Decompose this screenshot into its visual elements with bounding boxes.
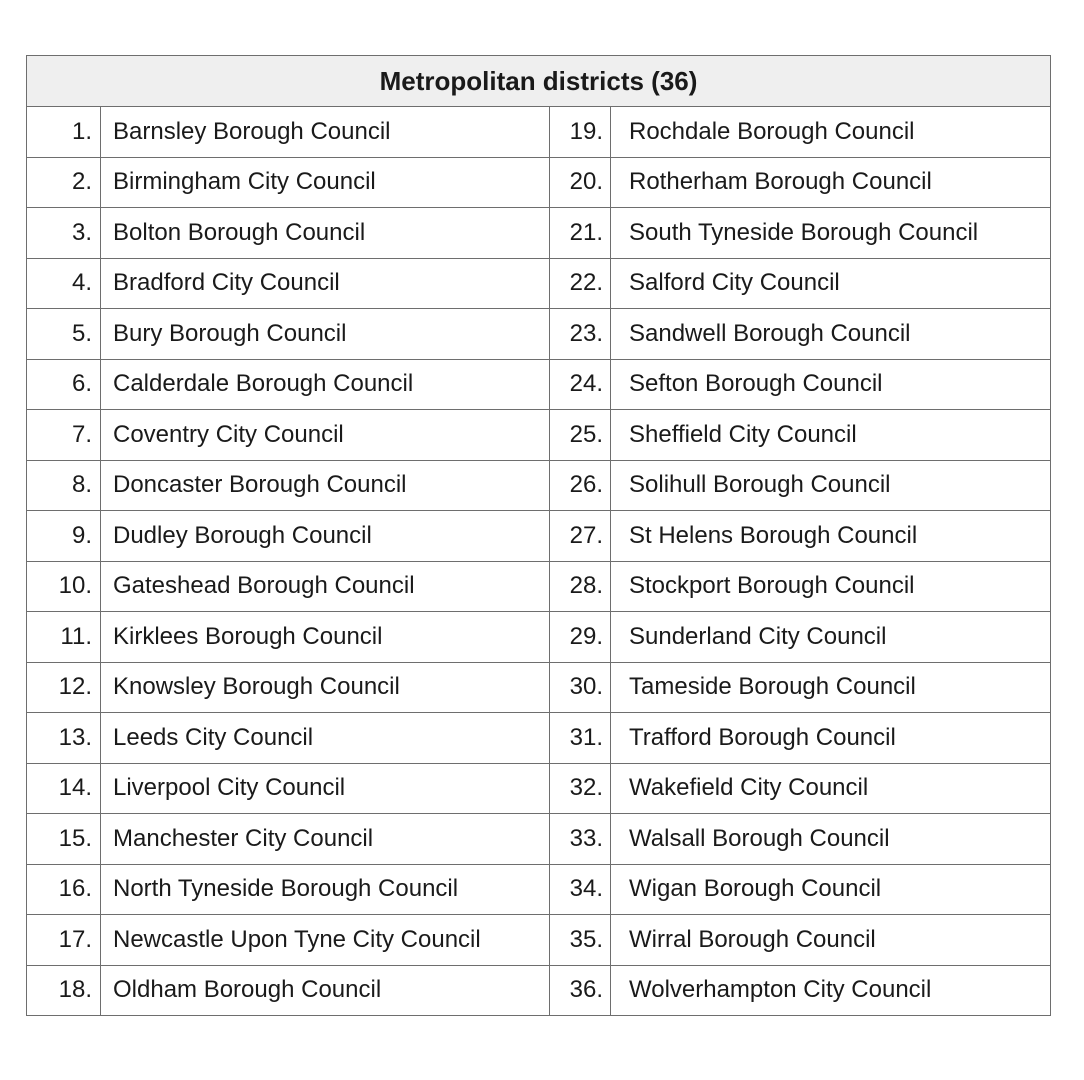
district-name: Wakefield City Council xyxy=(611,763,1051,814)
district-name: Rochdale Borough Council xyxy=(611,107,1051,158)
district-name: Manchester City Council xyxy=(101,814,550,865)
table-title: Metropolitan districts (36) xyxy=(27,56,1051,107)
district-number: 32. xyxy=(550,763,611,814)
districts-table-container xyxy=(26,55,1050,1016)
district-name: Newcastle Upon Tyne City Council xyxy=(101,915,550,966)
district-name: South Tyneside Borough Council xyxy=(611,208,1051,259)
district-name: Salford City Council xyxy=(611,258,1051,309)
table-header-row xyxy=(27,56,1051,107)
district-number: 4. xyxy=(27,258,101,309)
district-number: 3. xyxy=(27,208,101,259)
table-row xyxy=(27,511,1051,562)
district-name: Knowsley Borough Council xyxy=(101,662,550,713)
district-name: Barnsley Borough Council xyxy=(101,107,550,158)
district-name: Sheffield City Council xyxy=(611,410,1051,461)
district-number: 17. xyxy=(27,915,101,966)
district-name: St Helens Borough Council xyxy=(611,511,1051,562)
district-name: Wirral Borough Council xyxy=(611,915,1051,966)
district-name: Tameside Borough Council xyxy=(611,662,1051,713)
district-name: Gateshead Borough Council xyxy=(101,561,550,612)
district-name: Walsall Borough Council xyxy=(611,814,1051,865)
district-number: 24. xyxy=(550,359,611,410)
table-row xyxy=(27,662,1051,713)
district-name: Leeds City Council xyxy=(101,713,550,764)
table-row xyxy=(27,208,1051,259)
district-number: 14. xyxy=(27,763,101,814)
table-row xyxy=(27,359,1051,410)
district-number: 2. xyxy=(27,157,101,208)
district-number: 28. xyxy=(550,561,611,612)
table-row xyxy=(27,713,1051,764)
district-number: 16. xyxy=(27,864,101,915)
district-name: Bradford City Council xyxy=(101,258,550,309)
table-row xyxy=(27,157,1051,208)
district-number: 31. xyxy=(550,713,611,764)
table-row xyxy=(27,814,1051,865)
district-name: Sunderland City Council xyxy=(611,612,1051,663)
table-row xyxy=(27,864,1051,915)
district-name: Wolverhampton City Council xyxy=(611,965,1051,1016)
table-row xyxy=(27,965,1051,1016)
district-number: 9. xyxy=(27,511,101,562)
district-number: 22. xyxy=(550,258,611,309)
district-number: 12. xyxy=(27,662,101,713)
district-number: 5. xyxy=(27,309,101,360)
district-number: 18. xyxy=(27,965,101,1016)
district-number: 29. xyxy=(550,612,611,663)
table-row xyxy=(27,915,1051,966)
district-name: Dudley Borough Council xyxy=(101,511,550,562)
table-row xyxy=(27,763,1051,814)
table-row xyxy=(27,561,1051,612)
district-number: 20. xyxy=(550,157,611,208)
district-name: Liverpool City Council xyxy=(101,763,550,814)
district-name: Rotherham Borough Council xyxy=(611,157,1051,208)
district-name: Doncaster Borough Council xyxy=(101,460,550,511)
district-number: 10. xyxy=(27,561,101,612)
district-name: North Tyneside Borough Council xyxy=(101,864,550,915)
table-row xyxy=(27,309,1051,360)
districts-table xyxy=(26,55,1051,1016)
district-number: 30. xyxy=(550,662,611,713)
district-number: 34. xyxy=(550,864,611,915)
district-number: 25. xyxy=(550,410,611,461)
district-name: Coventry City Council xyxy=(101,410,550,461)
district-number: 27. xyxy=(550,511,611,562)
district-name: Birmingham City Council xyxy=(101,157,550,208)
district-number: 8. xyxy=(27,460,101,511)
district-number: 1. xyxy=(27,107,101,158)
district-number: 11. xyxy=(27,612,101,663)
table-row xyxy=(27,410,1051,461)
district-name: Stockport Borough Council xyxy=(611,561,1051,612)
district-number: 26. xyxy=(550,460,611,511)
district-number: 7. xyxy=(27,410,101,461)
district-number: 19. xyxy=(550,107,611,158)
district-name: Wigan Borough Council xyxy=(611,864,1051,915)
table-body xyxy=(27,107,1051,1016)
district-number: 35. xyxy=(550,915,611,966)
table-row xyxy=(27,460,1051,511)
district-number: 6. xyxy=(27,359,101,410)
district-number: 13. xyxy=(27,713,101,764)
district-name: Oldham Borough Council xyxy=(101,965,550,1016)
district-name: Sefton Borough Council xyxy=(611,359,1051,410)
district-name: Trafford Borough Council xyxy=(611,713,1051,764)
district-number: 23. xyxy=(550,309,611,360)
district-name: Calderdale Borough Council xyxy=(101,359,550,410)
district-name: Sandwell Borough Council xyxy=(611,309,1051,360)
district-name: Bolton Borough Council xyxy=(101,208,550,259)
district-number: 15. xyxy=(27,814,101,865)
table-row xyxy=(27,612,1051,663)
table-row xyxy=(27,258,1051,309)
district-name: Solihull Borough Council xyxy=(611,460,1051,511)
district-name: Kirklees Borough Council xyxy=(101,612,550,663)
district-number: 33. xyxy=(550,814,611,865)
district-number: 21. xyxy=(550,208,611,259)
table-row xyxy=(27,107,1051,158)
district-name: Bury Borough Council xyxy=(101,309,550,360)
district-number: 36. xyxy=(550,965,611,1016)
